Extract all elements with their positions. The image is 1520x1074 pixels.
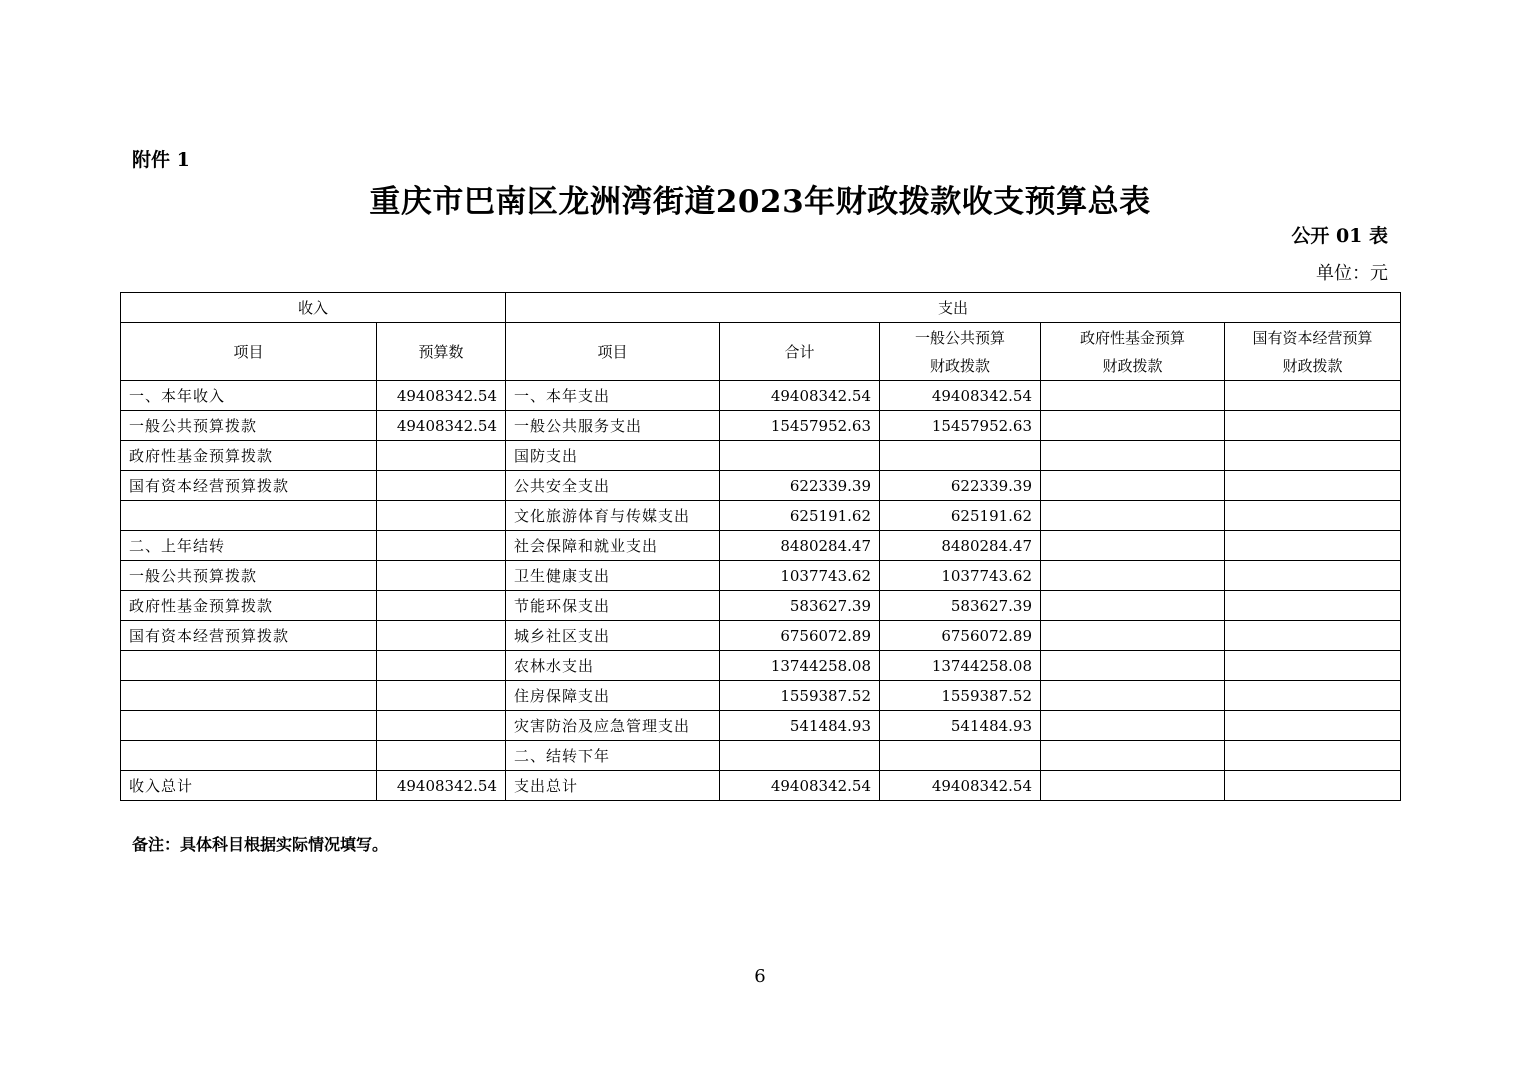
table-number: 公开 01 表 [1291, 225, 1388, 247]
general-budget-cell: 625191.62 [880, 501, 1041, 531]
total-cell: 1559387.52 [720, 681, 880, 711]
state-budget-cell [1225, 741, 1401, 771]
table-row [121, 621, 1401, 651]
expense-item-cell: 卫生健康支出 [506, 561, 720, 591]
column-header-row [121, 323, 1401, 381]
fund-budget-cell [1041, 561, 1225, 591]
income-group-header: 收入 [121, 293, 506, 323]
income-item-cell: 国有资本经营预算拨款 [121, 471, 377, 501]
income-item-cell: 二、上年结转 [121, 531, 377, 561]
state-budget-cell [1225, 531, 1401, 561]
expense-item-cell: 农林水支出 [506, 651, 720, 681]
expense-item-cell: 国防支出 [506, 441, 720, 471]
income-amount-cell [377, 591, 506, 621]
income-amount-cell: 49408342.54 [377, 381, 506, 411]
total-cell: 15457952.63 [720, 411, 880, 441]
col-income-budget: 预算数 [377, 323, 506, 381]
income-amount-cell: 49408342.54 [377, 771, 506, 801]
table-row [121, 741, 1401, 771]
total-cell: 1037743.62 [720, 561, 880, 591]
table-row [121, 591, 1401, 621]
general-budget-cell: 1559387.52 [880, 681, 1041, 711]
table-row [121, 651, 1401, 681]
income-amount-cell [377, 651, 506, 681]
state-budget-cell [1225, 681, 1401, 711]
total-cell [720, 741, 880, 771]
income-item-cell: 政府性基金预算拨款 [121, 591, 377, 621]
income-item-cell: 国有资本经营预算拨款 [121, 621, 377, 651]
income-amount-cell [377, 741, 506, 771]
state-budget-cell [1225, 771, 1401, 801]
table-row [121, 771, 1401, 801]
income-amount-cell [377, 711, 506, 741]
fund-budget-cell [1041, 771, 1225, 801]
footnote: 备注：具体科目根据实际情况填写。 [132, 835, 389, 854]
table-row [121, 501, 1401, 531]
expense-item-cell: 公共安全支出 [506, 471, 720, 501]
general-budget-cell: 541484.93 [880, 711, 1041, 741]
income-amount-cell [377, 441, 506, 471]
state-budget-cell [1225, 591, 1401, 621]
total-cell: 6756072.89 [720, 621, 880, 651]
col-total: 合计 [720, 323, 880, 381]
table-row [121, 561, 1401, 591]
expense-item-cell: 二、结转下年 [506, 741, 720, 771]
expense-item-cell: 一般公共服务支出 [506, 411, 720, 441]
state-budget-cell [1225, 621, 1401, 651]
table-row [121, 471, 1401, 501]
income-item-cell [121, 741, 377, 771]
fund-budget-cell [1041, 381, 1225, 411]
expense-item-cell: 城乡社区支出 [506, 621, 720, 651]
general-budget-cell [880, 441, 1041, 471]
expense-item-cell: 社会保障和就业支出 [506, 531, 720, 561]
total-cell: 541484.93 [720, 711, 880, 741]
expense-item-cell: 节能环保支出 [506, 591, 720, 621]
fund-budget-cell [1041, 501, 1225, 531]
page-title: 重庆市巴南区龙洲湾街道2023年财政拨款收支预算总表 [369, 184, 1151, 220]
fund-budget-cell [1041, 681, 1225, 711]
income-item-cell [121, 501, 377, 531]
fund-budget-cell [1041, 651, 1225, 681]
col-fund-line2: 财政拨款 [1102, 356, 1163, 375]
income-item-cell: 一、本年收入 [121, 381, 377, 411]
income-amount-cell: 49408342.54 [377, 411, 506, 441]
col-expense-item: 项目 [506, 323, 720, 381]
income-amount-cell [377, 531, 506, 561]
col-general-line1: 一般公共预算 [915, 328, 1006, 347]
general-budget-cell: 15457952.63 [880, 411, 1041, 441]
general-budget-cell: 583627.39 [880, 591, 1041, 621]
state-budget-cell [1225, 711, 1401, 741]
state-budget-cell [1225, 561, 1401, 591]
total-cell: 49408342.54 [720, 771, 880, 801]
state-budget-cell [1225, 411, 1401, 441]
state-budget-cell [1225, 441, 1401, 471]
table-row [121, 411, 1401, 441]
total-cell: 625191.62 [720, 501, 880, 531]
general-budget-cell: 6756072.89 [880, 621, 1041, 651]
col-fund-budget [1041, 323, 1225, 381]
col-general-line2: 财政拨款 [930, 356, 991, 375]
general-budget-cell: 8480284.47 [880, 531, 1041, 561]
expense-group-header: 支出 [506, 293, 1401, 323]
state-budget-cell [1225, 381, 1401, 411]
total-cell: 8480284.47 [720, 531, 880, 561]
fund-budget-cell [1041, 741, 1225, 771]
attachment-label: 附件 1 [132, 149, 190, 171]
fund-budget-cell [1041, 531, 1225, 561]
total-cell [720, 441, 880, 471]
fund-budget-cell [1041, 711, 1225, 741]
income-amount-cell [377, 561, 506, 591]
income-item-cell: 政府性基金预算拨款 [121, 441, 377, 471]
general-budget-cell: 622339.39 [880, 471, 1041, 501]
fund-budget-cell [1041, 591, 1225, 621]
fund-budget-cell [1041, 441, 1225, 471]
total-cell: 622339.39 [720, 471, 880, 501]
expense-item-cell: 文化旅游体育与传媒支出 [506, 501, 720, 531]
table-row [121, 531, 1401, 561]
table-row [121, 711, 1401, 741]
group-header-row [121, 293, 1401, 323]
state-budget-cell [1225, 471, 1401, 501]
income-amount-cell [377, 621, 506, 651]
general-budget-cell: 49408342.54 [880, 771, 1041, 801]
col-general-budget [880, 323, 1041, 381]
page-number: 6 [754, 966, 766, 987]
expense-item-cell: 住房保障支出 [506, 681, 720, 711]
col-state-line1: 国有资本经营预算 [1252, 328, 1373, 347]
income-amount-cell [377, 471, 506, 501]
expense-item-cell: 一、本年支出 [506, 381, 720, 411]
income-item-cell: 一般公共预算拨款 [121, 561, 377, 591]
table-row [121, 441, 1401, 471]
general-budget-cell: 1037743.62 [880, 561, 1041, 591]
col-state-line2: 财政拨款 [1282, 356, 1343, 375]
income-item-cell [121, 681, 377, 711]
income-amount-cell [377, 681, 506, 711]
general-budget-cell: 49408342.54 [880, 381, 1041, 411]
fund-budget-cell [1041, 411, 1225, 441]
income-amount-cell [377, 501, 506, 531]
general-budget-cell [880, 741, 1041, 771]
table-row [121, 381, 1401, 411]
state-budget-cell [1225, 651, 1401, 681]
total-cell: 49408342.54 [720, 381, 880, 411]
income-item-cell [121, 651, 377, 681]
expense-item-cell: 支出总计 [506, 771, 720, 801]
income-item-cell: 一般公共预算拨款 [121, 411, 377, 441]
income-item-cell: 收入总计 [121, 771, 377, 801]
total-cell: 583627.39 [720, 591, 880, 621]
table-row [121, 681, 1401, 711]
expense-item-cell: 灾害防治及应急管理支出 [506, 711, 720, 741]
state-budget-cell [1225, 501, 1401, 531]
income-item-cell [121, 711, 377, 741]
general-budget-cell: 13744258.08 [880, 651, 1041, 681]
unit-label: 单位：元 [1316, 263, 1388, 284]
budget-table [120, 292, 1401, 801]
fund-budget-cell [1041, 471, 1225, 501]
total-cell: 13744258.08 [720, 651, 880, 681]
col-state-budget [1225, 323, 1401, 381]
col-fund-line1: 政府性基金预算 [1080, 328, 1186, 347]
col-income-item: 项目 [121, 323, 377, 381]
fund-budget-cell [1041, 621, 1225, 651]
